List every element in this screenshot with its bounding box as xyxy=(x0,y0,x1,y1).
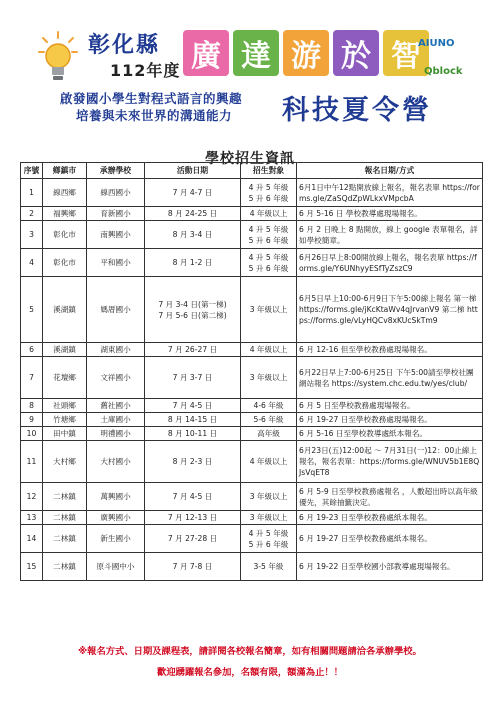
cell-target: 4 升 5 年級 5 升 6 年級 xyxy=(241,221,297,249)
cell-date: 7 月 3-4 日(第一梯) 7 月 5-6 日(第二梯) xyxy=(145,277,241,343)
cell-registration: 6 月 5-9 日至學校教務處報名 ，人數超出時以高年級優先，其餘抽籤決定。 xyxy=(297,483,483,511)
cell-school: 明禮國小 xyxy=(87,427,145,441)
table-row xyxy=(21,413,483,427)
lightbulb-icon xyxy=(38,30,78,88)
slogan-line-2: 培養與未來世界的溝通能力 xyxy=(76,108,233,123)
cell-town: 二林鎮 xyxy=(43,553,87,581)
cell-date: 8 月 2-3 日 xyxy=(145,441,241,483)
poster-header xyxy=(0,0,500,140)
table-row xyxy=(21,207,483,221)
cell-target: 4 年級以上 xyxy=(241,207,297,221)
cell-date: 7 月 4-7 日 xyxy=(145,179,241,207)
cell-registration: 6 月 19-27 日至學校教務處紙本報名。 xyxy=(297,525,483,553)
title-tile: 達 xyxy=(233,30,279,76)
cell-registration: 6 月 5-16 日至學校教導處紙本報名。 xyxy=(297,427,483,441)
cell-target: 3 年級以上 xyxy=(241,483,297,511)
cell-no: 8 xyxy=(21,399,43,413)
cell-no: 15 xyxy=(21,553,43,581)
cell-no: 14 xyxy=(21,525,43,553)
cell-no: 3 xyxy=(21,221,43,249)
table-row xyxy=(21,277,483,343)
cell-town: 社頭鄉 xyxy=(43,399,87,413)
cell-target: 4 年級以上 xyxy=(241,343,297,357)
cell-town: 大村鄉 xyxy=(43,441,87,483)
cell-no: 1 xyxy=(21,179,43,207)
table-row xyxy=(21,357,483,399)
cell-school: 舊社國小 xyxy=(87,399,145,413)
cell-school: 原斗國中小 xyxy=(87,553,145,581)
table-row xyxy=(21,553,483,581)
cell-target: 4 年級以上 xyxy=(241,441,297,483)
notice-line-2: 歡迎踴躍報名參加，名額有限，額滿為止！！ xyxy=(157,667,343,678)
cell-town: 溪湖鎮 xyxy=(43,277,87,343)
cell-target: 4 升 5 年級 5 升 6 年級 xyxy=(241,525,297,553)
cell-school: 新生國小 xyxy=(87,525,145,553)
cell-no: 11 xyxy=(21,441,43,483)
cell-no: 2 xyxy=(21,207,43,221)
cell-school: 湖東國小 xyxy=(87,343,145,357)
cell-date: 8 月 1-2 日 xyxy=(145,249,241,277)
cell-date: 7 月 7-8 日 xyxy=(145,553,241,581)
cell-school: 土庫國小 xyxy=(87,413,145,427)
table-row xyxy=(21,179,483,207)
header-school: 承辦學校 xyxy=(87,163,145,179)
cell-town: 二林鎮 xyxy=(43,525,87,553)
notice-line-1: ※報名方式、日期及課程表，請詳閱各校報名簡章，如有相關問題請洽各承辦學校。 xyxy=(78,646,422,657)
table-header-row xyxy=(21,163,483,179)
cell-school: 平和國小 xyxy=(87,249,145,277)
cell-town: 溪湖鎮 xyxy=(43,343,87,357)
cell-school: 大村國小 xyxy=(87,441,145,483)
cell-date: 8 月 10-11 日 xyxy=(145,427,241,441)
cell-town: 二林鎮 xyxy=(43,511,87,525)
title-tile: 於 xyxy=(333,30,379,76)
cell-school: 線西國小 xyxy=(87,179,145,207)
table-row xyxy=(21,483,483,511)
cell-no: 4 xyxy=(21,249,43,277)
cell-school: 萬興國小 xyxy=(87,483,145,511)
title-tile: 廣 xyxy=(183,30,229,76)
cell-target: 4-6 年級 xyxy=(241,399,297,413)
cell-date: 8 月 14-15 日 xyxy=(145,413,241,427)
cell-target: 5-6 年級 xyxy=(241,413,297,427)
event-year: 112年度 xyxy=(110,61,181,80)
cell-date: 7 月 26-27 日 xyxy=(145,343,241,357)
document-title: 學校招生資訊 xyxy=(205,151,295,167)
table-row xyxy=(21,249,483,277)
table-row xyxy=(21,343,483,357)
cell-date: 7 月 12-13 日 xyxy=(145,511,241,525)
title-tile: 游 xyxy=(283,30,329,76)
qblock-logo: Qblock xyxy=(424,66,463,77)
cell-registration: 6月23日(五)12:00起 ～ 7月31日(一)12：00止線上報名，報名表單：https://forms.gle/WNUV5b1E8QJsVqET8 xyxy=(297,441,483,483)
cell-no: 12 xyxy=(21,483,43,511)
table-row xyxy=(21,399,483,413)
cell-target: 高年級 xyxy=(241,427,297,441)
header-no: 序號 xyxy=(21,163,43,179)
cell-date: 7 月 3-7 日 xyxy=(145,357,241,399)
cell-town: 線西鄉 xyxy=(43,179,87,207)
slogan-line-1: 啟發國小學生對程式語言的興趣 xyxy=(60,91,243,106)
header-town: 鄉鎮市 xyxy=(43,163,87,179)
cell-target: 3 年級以上 xyxy=(241,511,297,525)
cell-town: 二林鎮 xyxy=(43,483,87,511)
header-date: 活動日期 xyxy=(145,163,241,179)
cell-school: 南興國小 xyxy=(87,221,145,249)
cell-no: 7 xyxy=(21,357,43,399)
cell-date: 8 月 3-4 日 xyxy=(145,221,241,249)
header-target: 招生對象 xyxy=(241,163,297,179)
camp-title: 科技夏令營 xyxy=(282,95,432,126)
cell-target: 4 升 5 年級 5 升 6 年級 xyxy=(241,249,297,277)
cell-town: 竹塘鄉 xyxy=(43,413,87,427)
cell-town: 彰化市 xyxy=(43,249,87,277)
cell-date: 7 月 4-5 日 xyxy=(145,483,241,511)
cell-registration: 6月26日早上8:00開放線上報名，報名表單 https://forms.gle/Y6UNhyyESfTyZszC9 xyxy=(297,249,483,277)
table-row xyxy=(21,525,483,553)
aiuno-logo: AIUNO xyxy=(418,38,455,49)
cell-school: 文祥國小 xyxy=(87,357,145,399)
table-row xyxy=(21,511,483,525)
cell-no: 5 xyxy=(21,277,43,343)
cell-target: 3-5 年級 xyxy=(241,553,297,581)
cell-school: 媽厝國小 xyxy=(87,277,145,343)
cell-school: 廣興國小 xyxy=(87,511,145,525)
cell-target: 3 年級以上 xyxy=(241,277,297,343)
cell-registration: 6 月 5-16 日 學校教導處現場報名。 xyxy=(297,207,483,221)
cell-no: 9 xyxy=(21,413,43,427)
cell-target: 4 升 5 年級 5 升 6 年級 xyxy=(241,179,297,207)
cell-town: 田中鎮 xyxy=(43,427,87,441)
cell-no: 10 xyxy=(21,427,43,441)
header-registration: 報名日期/方式 xyxy=(297,163,483,179)
county-name: 彰化縣 xyxy=(88,33,161,58)
cell-registration: 6 月 19-27 日至學校教務處現場報名。 xyxy=(297,413,483,427)
cell-date: 7 月 27-28 日 xyxy=(145,525,241,553)
cell-date: 7 月 4-5 日 xyxy=(145,399,241,413)
table-row xyxy=(21,221,483,249)
cell-target: 3 年級以上 xyxy=(241,357,297,399)
cell-town: 福興鄉 xyxy=(43,207,87,221)
cell-registration: 6 月 19-22 日至學校國小部教導處現場報名。 xyxy=(297,553,483,581)
cell-date: 8 月 24-25 日 xyxy=(145,207,241,221)
school-enrollment-table xyxy=(20,162,483,581)
title-tile: 智 xyxy=(383,30,429,76)
cell-no: 6 xyxy=(21,343,43,357)
table-row xyxy=(21,441,483,483)
cell-registration: 6月5日早上10:00-6月9日下午5:00線上報名 第一梯 https://forms.gle/jKcKtaWv4qJrvanV9 第二梯 https://forms.gle/vLyHQCv8xKUcSkTm9 xyxy=(297,277,483,343)
title-tiles xyxy=(183,30,429,76)
cell-school: 育新國小 xyxy=(87,207,145,221)
cell-registration: 6 月 2 日晚上 8 點開放，線上 google 表單報名，詳如學校簡章。 xyxy=(297,221,483,249)
cell-registration: 6 月 5 日至學校教務處現場報名。 xyxy=(297,399,483,413)
table-row xyxy=(21,427,483,441)
cell-registration: 6 月 19-23 日至學校教務處紙本報名。 xyxy=(297,511,483,525)
cell-town: 彰化市 xyxy=(43,221,87,249)
cell-registration: 6月1日中午12點開放線上報名，報名表單 https://forms.gle/ZaSQdZpWLkxVMpcbA xyxy=(297,179,483,207)
cell-registration: 6 月 12-16 但至學校教務處現場報名。 xyxy=(297,343,483,357)
cell-no: 13 xyxy=(21,511,43,525)
cell-registration: 6月22日早上7:00-6月25日 下午5:00請至學校社團網站報名 https://system.chc.edu.tw/yes/club/ xyxy=(297,357,483,399)
cell-town: 花壇鄉 xyxy=(43,357,87,399)
